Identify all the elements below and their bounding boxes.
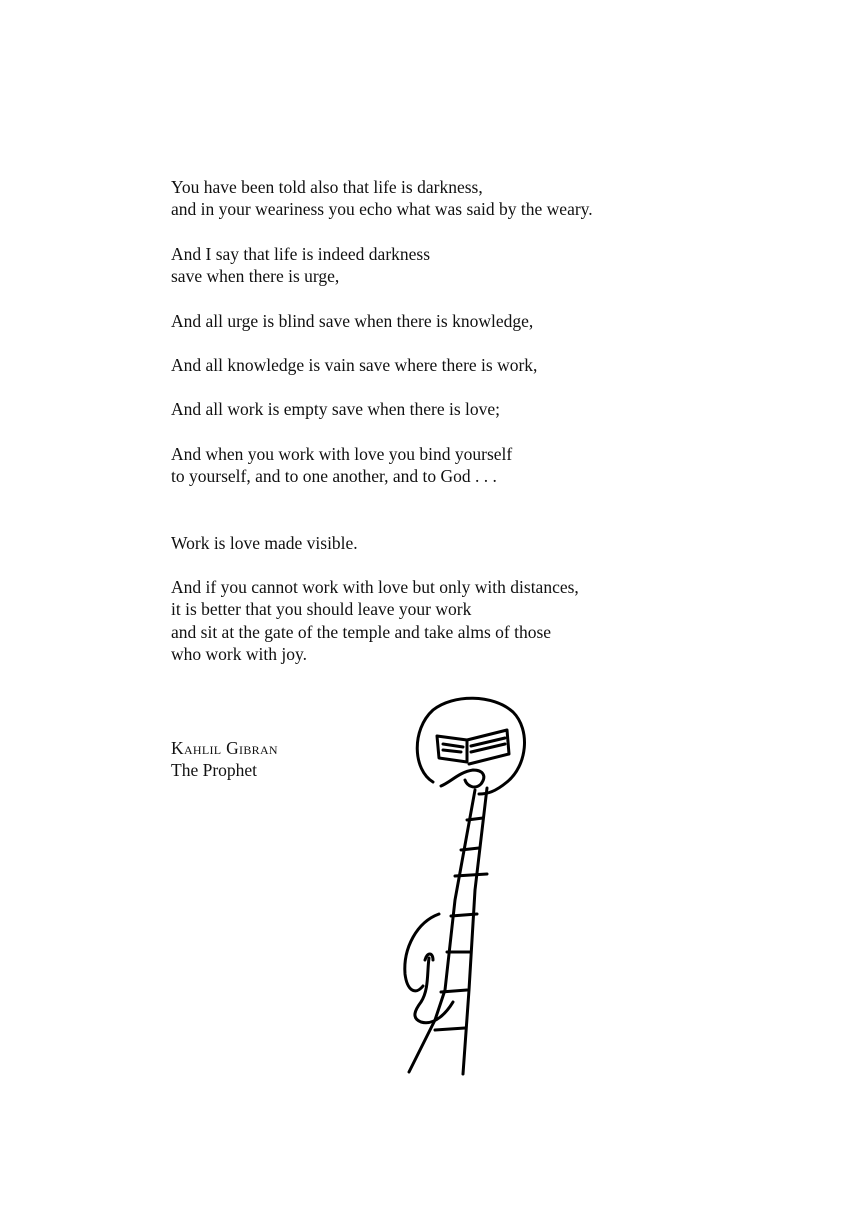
stanza-2 <box>171 243 771 288</box>
poem-line: And if you cannot work with love but only with distances, <box>171 577 579 598</box>
poem-line: who work with joy. <box>171 644 307 665</box>
poem-line: And all work is empty save when there is love; <box>171 399 501 420</box>
poem-line: You have been told also that life is darkness, <box>171 177 483 197</box>
stanza-7 <box>171 532 771 554</box>
poem-line: save when there is urge, <box>171 266 340 287</box>
poem-line: to yourself, and to one another, and to God . . . <box>171 466 497 487</box>
poem-line: And all urge is blind save when there is knowledge, <box>171 310 534 331</box>
poem-line: and in your weariness you echo what was said by the weary. <box>171 199 593 220</box>
poem-line: And I say that life is indeed darkness <box>171 243 431 264</box>
poem-line: And when you work with love you bind yourself <box>171 443 513 464</box>
author-name: Kahlil Gibran <box>171 738 278 758</box>
attribution <box>171 737 278 782</box>
poem-line: Work is love made visible. <box>171 532 358 553</box>
stanza-5 <box>171 398 771 420</box>
stanza-6 <box>171 443 771 488</box>
poem-line: And all knowledge is vain save where there is work, <box>171 355 538 376</box>
stanza-4 <box>171 354 771 376</box>
stanza-8 <box>171 576 771 666</box>
poem-line: it is better that you should leave your work <box>171 599 472 620</box>
stanza-1 <box>171 176 771 221</box>
work-title: The Prophet <box>171 760 258 781</box>
poem-line: and sit at the gate of the temple and take alms of those <box>171 621 552 642</box>
stanza-3 <box>171 310 771 332</box>
ladder-climber-with-book-drawing-icon <box>395 690 535 1080</box>
poem-text <box>171 176 771 688</box>
